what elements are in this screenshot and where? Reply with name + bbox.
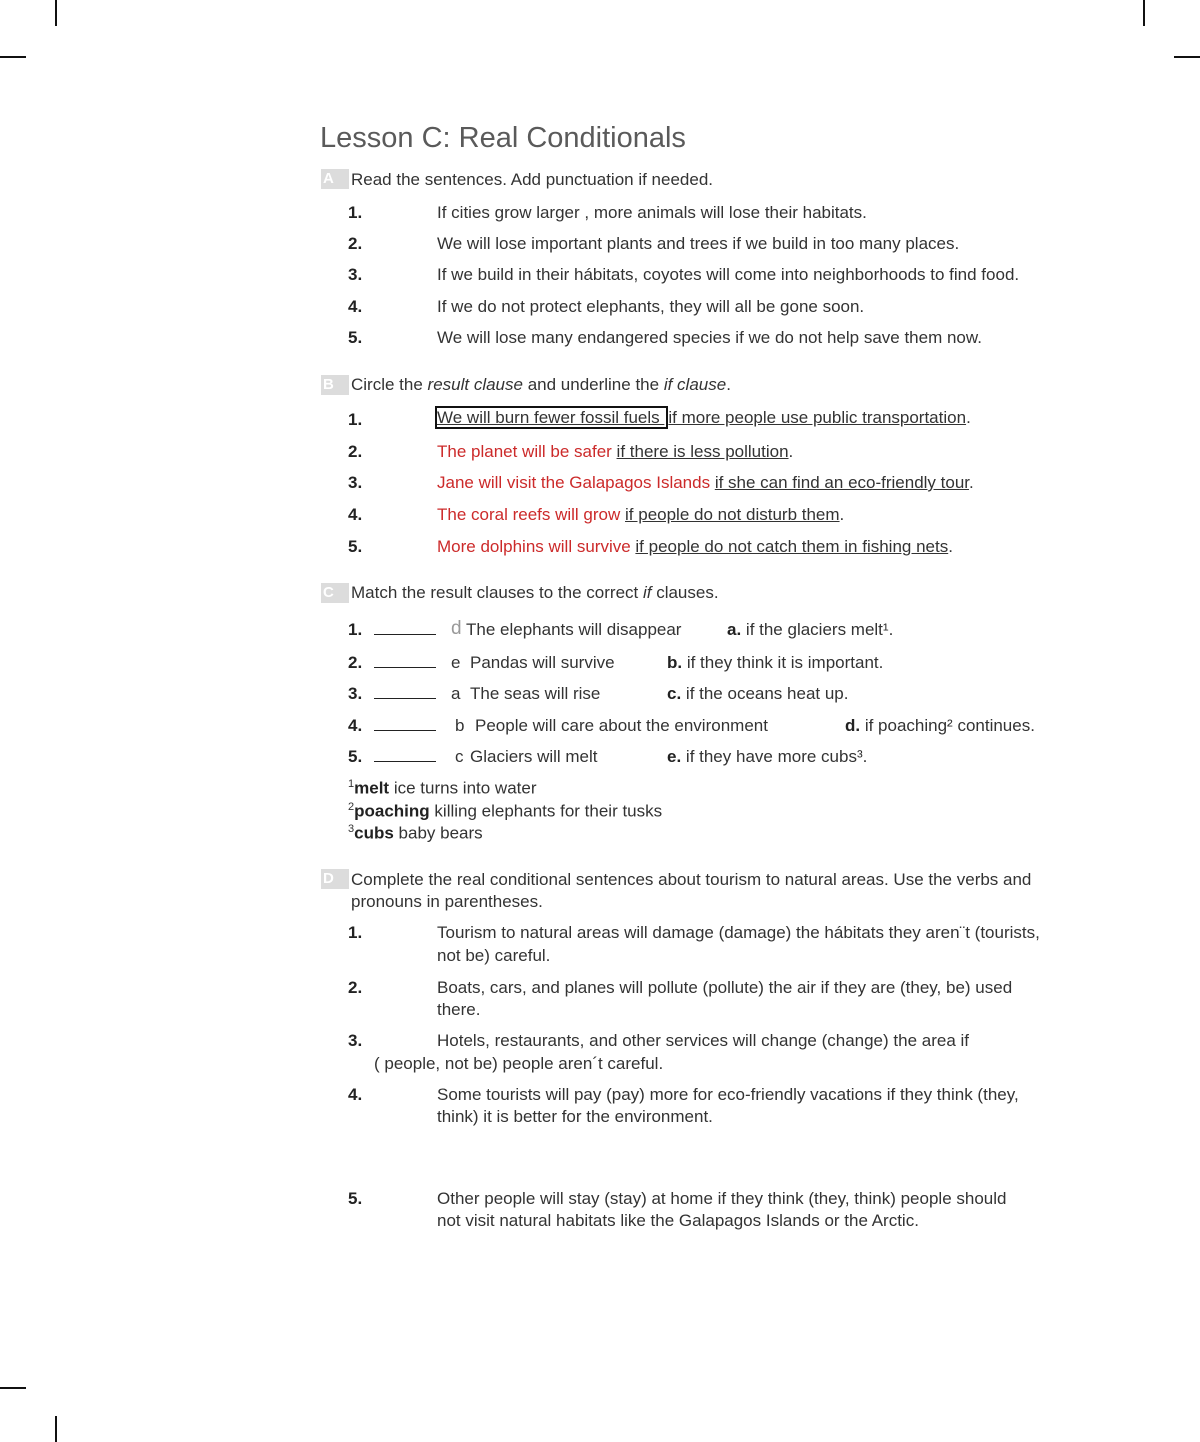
item-number: 4. (348, 505, 363, 524)
item-number: 1. (348, 203, 363, 222)
result-clause: The planet will be safer (437, 442, 617, 461)
option-text: if they have more cubs³. (681, 747, 868, 766)
if-clause-option (667, 747, 867, 767)
sentence-line: think) it is better for the environment. (437, 1107, 713, 1126)
footnote-number: 1 (348, 778, 355, 790)
if-clause-option (667, 684, 848, 704)
option-text: if they think it is important. (682, 653, 884, 672)
result-clause: The seas will rise (470, 684, 601, 703)
footnote (348, 823, 483, 844)
sentence (437, 408, 971, 428)
circled-result-clause: We will burn fewer fossil fuels (435, 406, 668, 429)
crop-mark (55, 1416, 57, 1442)
item-number: 3. (348, 473, 363, 492)
sentence (437, 505, 844, 525)
result-clause: Glaciers will melt (470, 747, 598, 766)
instruction-text: . (726, 375, 731, 394)
item-number: 5. (348, 1189, 363, 1208)
item-number: 4. (348, 297, 363, 316)
answer-blank[interactable] (368, 620, 436, 640)
sentence: We will lose many endangered species if we do not help save them now. (437, 328, 982, 347)
footnote-term: cubs (354, 823, 394, 843)
underlined-if-clause: if more people use public transportation (668, 408, 967, 427)
item-number: 1. (348, 923, 363, 942)
item-number: 2. (348, 234, 363, 253)
result-clause: The coral reefs will grow (437, 505, 626, 524)
section-d-instruction-line1: Complete the real conditional sentences about tourism to natural areas. Use the verbs and (351, 870, 1032, 889)
result-clause: People will care about the environment (475, 716, 768, 735)
if-clause-option (667, 653, 883, 673)
sentence-end: . (839, 505, 845, 524)
sentence-line: Some tourists will pay (pay) more for eco-friendly vacations if they think (they, (437, 1085, 1019, 1104)
footnote-definition: baby bears (393, 823, 483, 843)
instruction-text: clauses. (651, 583, 719, 602)
section-d-badge: D (321, 869, 349, 889)
if-clause-option (727, 620, 893, 640)
sentence-end: . (788, 442, 794, 461)
item-number: 1. (348, 620, 363, 639)
sentence-line: Tourism to natural areas will damage (damage) the hábitats they aren¨t (tourists, (437, 923, 1040, 942)
answer-letter: a (451, 684, 461, 703)
footnote-term: poaching (354, 801, 430, 821)
footnote (348, 801, 662, 822)
item-number: 4. (348, 716, 363, 735)
sentence (437, 473, 974, 493)
sentence: If cities grow larger , more animals will lose their habitats. (437, 203, 867, 222)
sentence-line: Boats, cars, and planes will pollute (pollute) the air if they are (they, be) used (437, 978, 1013, 997)
instruction-text: Circle the (351, 375, 428, 394)
result-clause: The elephants will disappear (466, 620, 682, 639)
sentence: If we build in their hábitats, coyotes will come into neighborhoods to find food. (437, 265, 1020, 284)
option-text: if the glaciers melt¹. (741, 620, 894, 639)
section-c-instruction (351, 583, 719, 603)
footnote-number: 3 (348, 823, 355, 835)
crop-mark (0, 1387, 26, 1389)
sentence-end: . (969, 473, 974, 492)
item-number: 2. (348, 978, 363, 997)
page-title: Lesson C: Real Conditionals (320, 122, 686, 154)
crop-mark (0, 56, 26, 58)
answer-letter: c (455, 747, 464, 766)
option-letter: e. (667, 747, 682, 766)
option-letter: a. (727, 620, 742, 639)
item-number: 3. (348, 684, 363, 703)
crop-mark (1143, 0, 1145, 26)
underlined-if-clause: if people do not catch them in fishing nets (635, 537, 949, 556)
answer-letter: d (451, 618, 462, 639)
section-c-badge: C (321, 583, 349, 603)
answer-letter: e (451, 653, 461, 672)
sentence-line: there. (437, 1000, 481, 1019)
instruction-emphasis: result clause (427, 375, 523, 394)
instruction-emphasis: if (642, 583, 652, 602)
item-number: 1. (348, 410, 363, 429)
item-number: 3. (348, 265, 363, 284)
instruction-text: and underline the (522, 375, 664, 394)
underlined-if-clause: if she can find an eco-friendly tour (714, 473, 970, 492)
if-clause-option (845, 716, 1035, 736)
sentence-line: ( people, not be) people aren´t careful. (374, 1054, 664, 1073)
result-clause: More dolphins will survive (437, 537, 636, 556)
item-number: 2. (348, 653, 363, 672)
option-text: if poaching² continues. (860, 716, 1035, 735)
section-a-instruction: Read the sentences. Add punctuation if needed. (351, 170, 713, 189)
item-number: 5. (348, 328, 363, 347)
underlined-if-clause: if there is less pollution (616, 442, 789, 461)
item-number: 3. (348, 1031, 363, 1050)
sentence: If we do not protect elephants, they will all be gone soon. (437, 297, 865, 316)
item-number: 4. (348, 1085, 363, 1104)
sentence: We will lose important plants and trees if we build in too many places. (437, 234, 960, 253)
item-number: 2. (348, 442, 363, 461)
option-text: if the oceans heat up. (681, 684, 849, 703)
option-letter: d. (845, 716, 861, 735)
sentence-line: Other people will stay (stay) at home if they think (they, think) people should (437, 1189, 1007, 1208)
sentence-end: . (966, 408, 971, 427)
section-d-instruction-line2: pronouns in parentheses. (351, 892, 543, 911)
sentence (437, 442, 793, 462)
section-b-badge: B (321, 375, 349, 395)
item-number: 5. (348, 747, 363, 766)
footnote-number: 2 (348, 801, 355, 813)
crop-mark (1174, 56, 1200, 58)
sentence-line: not visit natural habitats like the Galapagos Islands or the Arctic. (437, 1211, 919, 1230)
footnote-definition: killing elephants for their tusks (429, 801, 663, 821)
sentence-line: Hotels, restaurants, and other services will change (change) the area if (437, 1031, 969, 1050)
answer-blank[interactable] (368, 653, 436, 673)
option-letter: c. (667, 684, 682, 703)
answer-blank[interactable] (368, 747, 436, 767)
instruction-text: Match the result clauses to the correct (351, 583, 643, 602)
crop-mark (55, 0, 57, 26)
sentence-end: . (948, 537, 953, 556)
underlined-if-clause: if people do not disturb them (625, 505, 840, 524)
sentence-line: not be) careful. (437, 946, 551, 965)
section-a-badge: A (321, 169, 349, 189)
option-letter: b. (667, 653, 683, 672)
sentence (437, 537, 953, 557)
result-clause: Jane will visit the Galapagos Islands (437, 473, 715, 492)
footnote (348, 778, 537, 799)
instruction-emphasis: if clause (663, 375, 727, 394)
result-clause: Pandas will survive (470, 653, 615, 672)
item-number: 5. (348, 537, 363, 556)
answer-blank[interactable] (368, 716, 436, 736)
section-b-instruction (351, 375, 731, 395)
footnote-definition: ice turns into water (389, 778, 537, 798)
footnote-term: melt (354, 778, 390, 798)
answer-letter: b (455, 716, 465, 735)
answer-blank[interactable] (368, 684, 436, 704)
